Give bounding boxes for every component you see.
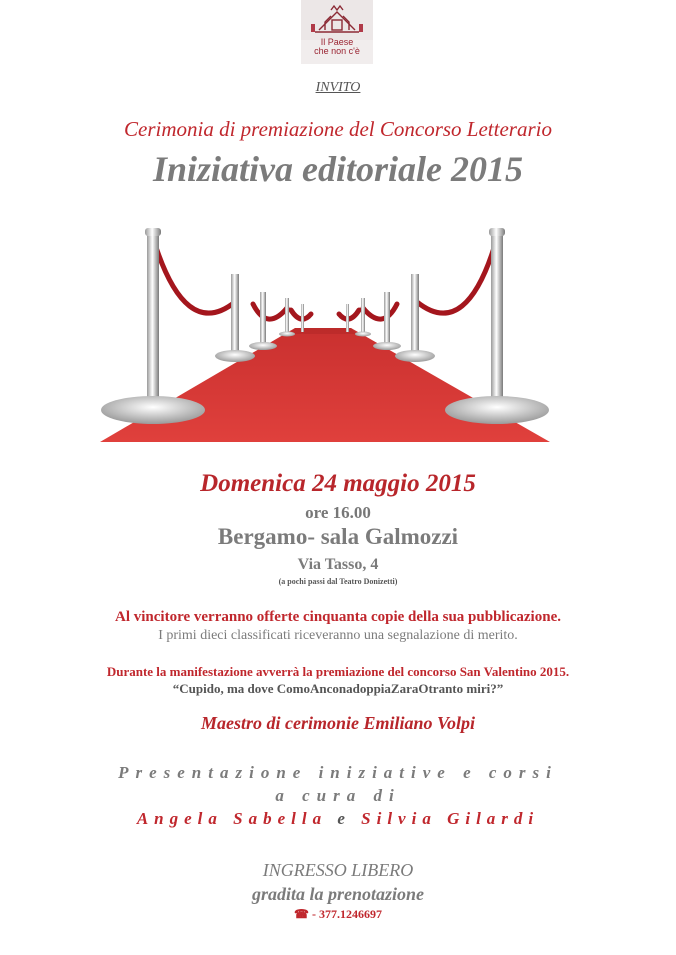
phone-number: - 377.1246697 (311, 907, 382, 921)
master-of-ceremonies: Maestro di cerimonie Emiliano Volpi (200, 713, 476, 733)
logo (301, 0, 373, 64)
ceremony-title: Cerimonia di premiazione del Concorso Letterario (124, 117, 552, 141)
winner-prize: Al vincitore verranno offerte cinquanta copie della sua pubblicazione. (115, 609, 561, 625)
logo-line1: Il Paese (320, 37, 354, 47)
invito-label: INVITO (315, 80, 361, 95)
presenter-2: Silvia Gilardi (361, 809, 540, 828)
phone-icon: ☎ (294, 907, 309, 921)
event-date: Domenica 24 maggio 2015 (200, 470, 476, 497)
first-ten-prize: I primi dieci classificati riceveranno una segnalazione di merito. (158, 628, 518, 643)
presentation-title: Presentazione iniziative e corsi (118, 763, 558, 782)
free-entry: INGRESSO LIBERO (262, 860, 414, 880)
event-place: Bergamo- sala Galmozzi (217, 524, 459, 549)
initiative-title: Iniziativa editoriale 2015 (152, 149, 523, 189)
presenters (0, 809, 676, 829)
event-street: Via Tasso, 4 (297, 556, 379, 573)
logo-line2: che non c'è (314, 46, 360, 56)
contest-title: “Cupido, ma dove ComoAnconadoppiaZaraOtranto miri?” (172, 681, 504, 696)
logo-text (303, 38, 371, 56)
presenter-and: e (337, 809, 351, 828)
red-carpet-image (95, 222, 555, 454)
contest-announcement: Durante la manifestazione avverrà la premiazione del concorso San Valentino 2015. (106, 664, 570, 679)
phone-line (0, 907, 676, 922)
event-time: ore 16.00 (305, 503, 371, 522)
presentation-by: a cura di (275, 786, 401, 805)
books-icon (301, 0, 373, 40)
presenter-1: Angela Sabella (136, 809, 328, 828)
booking-note: gradita la prenotazione (251, 884, 425, 904)
event-near: (a pochi passi dal Teatro Donizetti) (278, 577, 398, 586)
